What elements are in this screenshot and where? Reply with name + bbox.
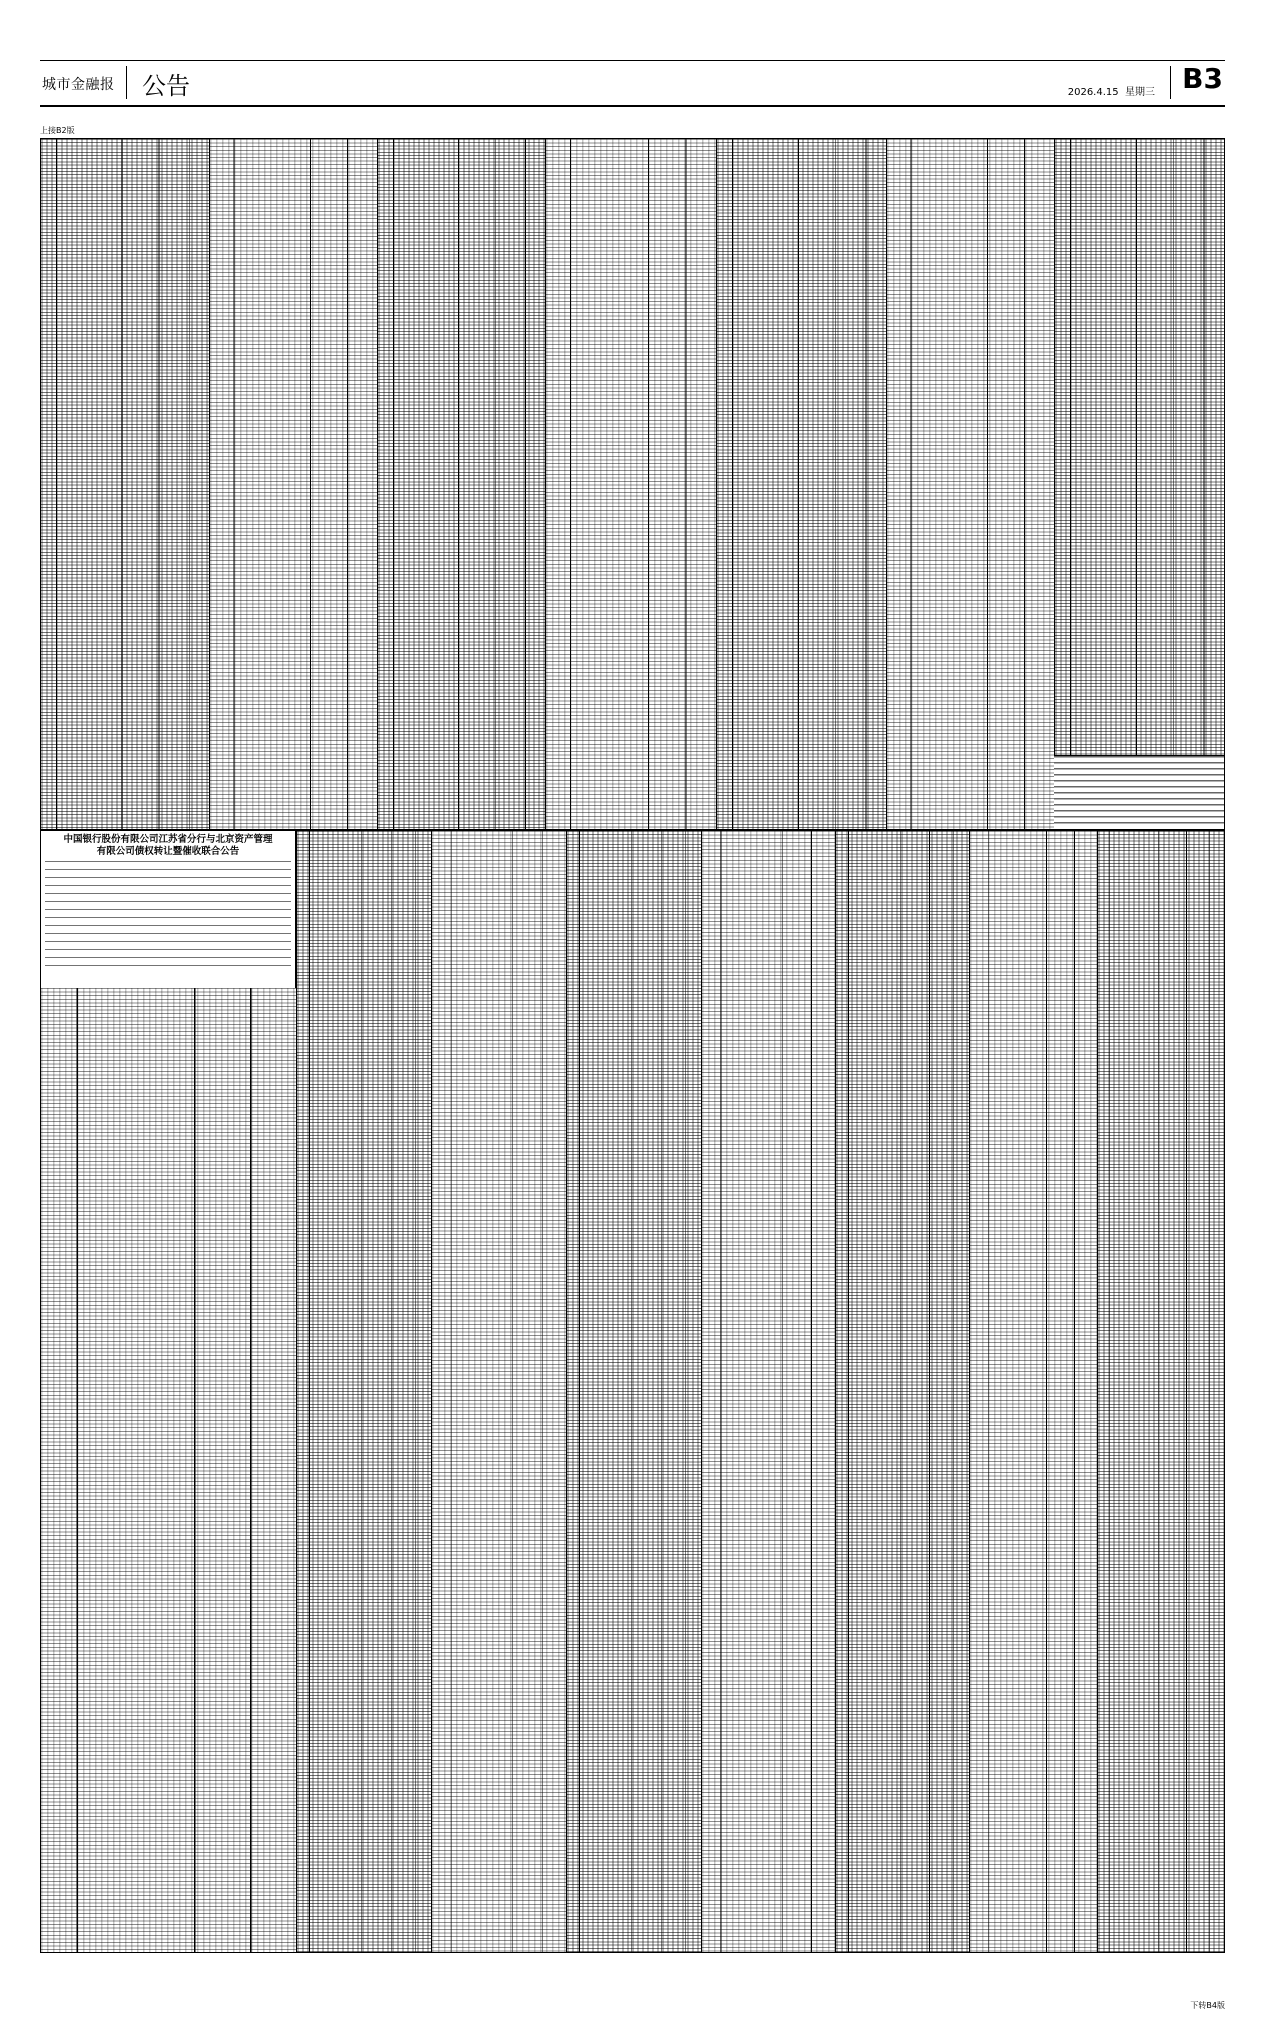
paper-name: 城市金融报 <box>42 77 115 93</box>
notice-title <box>45 834 291 858</box>
page-number-divider <box>1170 66 1171 99</box>
table-column <box>377 139 545 829</box>
continued-to-label: 下转B4版 <box>1190 2001 1225 2010</box>
masthead <box>40 60 1225 107</box>
table-column <box>1097 831 1224 1952</box>
notice-title-line2: 有限公司债权转让暨催收联合公告 <box>96 846 240 857</box>
table-column <box>209 139 377 829</box>
table-column <box>886 139 1054 829</box>
table-column <box>1054 139 1224 755</box>
table-column <box>41 139 209 829</box>
announcement-tables-frame <box>40 138 1225 1953</box>
table-column <box>296 831 431 1952</box>
notice-box <box>41 831 296 988</box>
table-column <box>716 139 886 829</box>
issue-weekday: 星期三 <box>1125 87 1155 98</box>
table-column <box>41 988 296 1952</box>
table-column <box>835 831 969 1952</box>
continued-from-label: 上接B2版 <box>40 126 75 135</box>
table-column <box>431 831 566 1952</box>
notice-title-line1: 中国银行股份有限公司江苏省分行与北京资产管理 <box>63 834 273 845</box>
table-column <box>701 831 835 1952</box>
issue-date-value: 2026.4.15 <box>1067 87 1119 98</box>
section-title: 公告 <box>142 72 190 100</box>
notice-body <box>45 861 291 973</box>
table-column <box>969 831 1097 1952</box>
table-column <box>566 831 701 1952</box>
page-number: B3 <box>1182 62 1223 95</box>
masthead-divider <box>126 66 127 99</box>
issue-date <box>1068 83 1155 98</box>
table-footnote <box>1054 755 1224 827</box>
table-column <box>545 139 716 829</box>
